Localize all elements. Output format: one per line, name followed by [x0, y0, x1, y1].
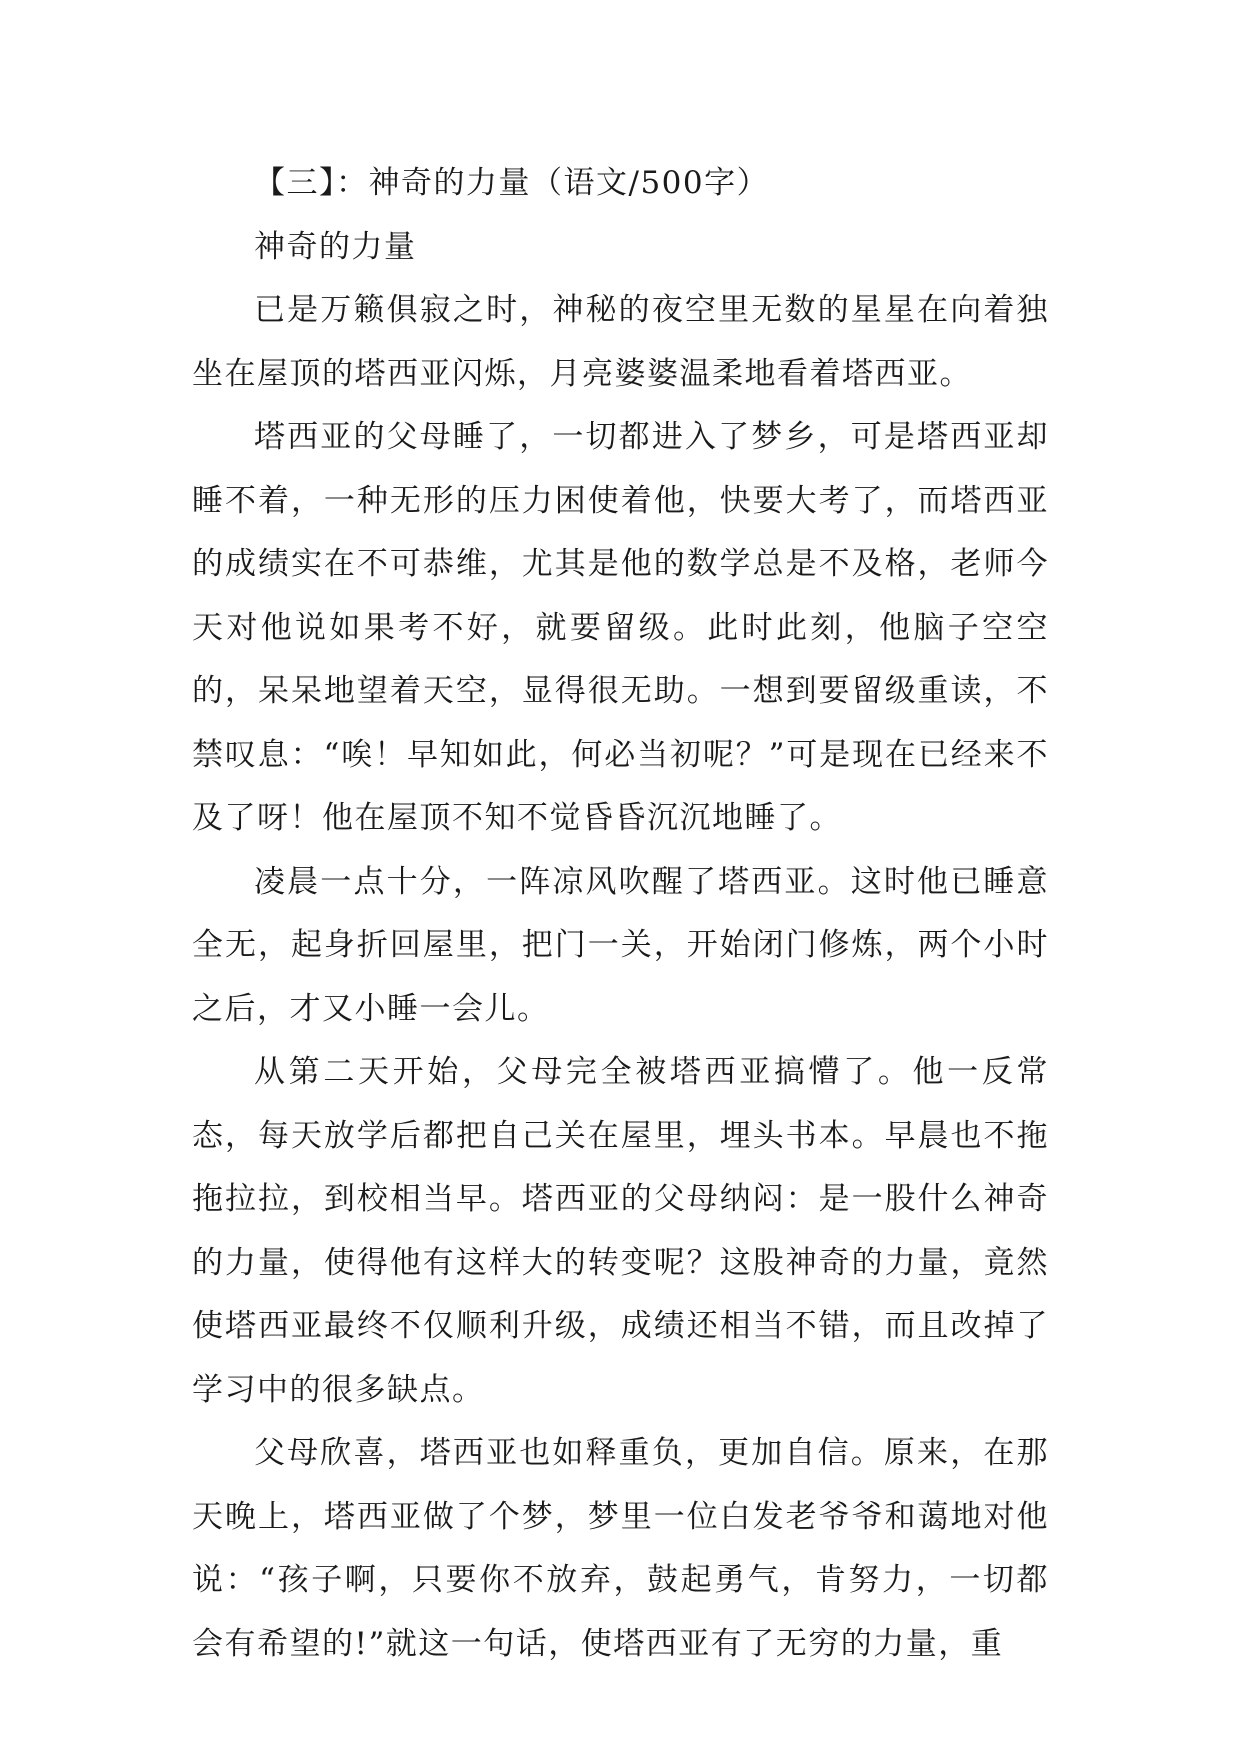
document-page	[192, 152, 1049, 1676]
paragraph-2: 塔西亚的父母睡了，一切都进入了梦乡，可是塔西亚却睡不着，一种无形的压力困使着他，快要大考了，而塔西亚的成绩实在不可恭维，尤其是他的数学总是不及格，老师今天对他说如果考不好，就要留级。此时此刻，他脑子空空的，呆呆地望着天空，显得很无助。一想到要留级重读，不禁叹息：“唉！早知如此，何必当初呢？”可是现在已经来不及了呀！他在屋顶不知不觉昏昏沉沉地睡了。	[192, 419, 1049, 836]
paragraph-5: 父母欣喜，塔西亚也如释重负，更加自信。原来，在那天晚上，塔西亚做了个梦，梦里一位白发老爷爷和蔼地对他说：“孩子啊，只要你不放弃，鼓起勇气，肯努力，一切都会有希望的!”就这一句话，使塔西亚有了无穷的力量，重	[192, 1435, 1049, 1662]
article-title: 神奇的力量	[254, 228, 417, 265]
paragraph-3: 凌晨一点十分，一阵凉风吹醒了塔西亚。这时他已睡意全无，起身折回屋里，把门一关，开始闭门修炼，两个小时之后，才又小睡一会儿。	[192, 863, 1049, 1027]
paragraph-1: 已是万籁俱寂之时，神秘的夜空里无数的星星在向着独坐在屋顶的塔西亚闪烁，月亮婆婆温柔地看着塔西亚。	[192, 292, 1049, 392]
paragraph-4: 从第二天开始，父母完全被塔西亚搞懵了。他一反常态，每天放学后都把自己关在屋里，埋头书本。早晨也不拖拖拉拉，到校相当早。塔西亚的父母纳闷：是一股什么神奇的力量，使得他有这样大的转变呢？这股神奇的力量，竟然使塔西亚最终不仅顺利升级，成绩还相当不错，而且改掉了学习中的很多缺点。	[192, 1054, 1049, 1408]
section-heading: 【三】：神奇的力量（语文/500字）	[254, 165, 770, 201]
